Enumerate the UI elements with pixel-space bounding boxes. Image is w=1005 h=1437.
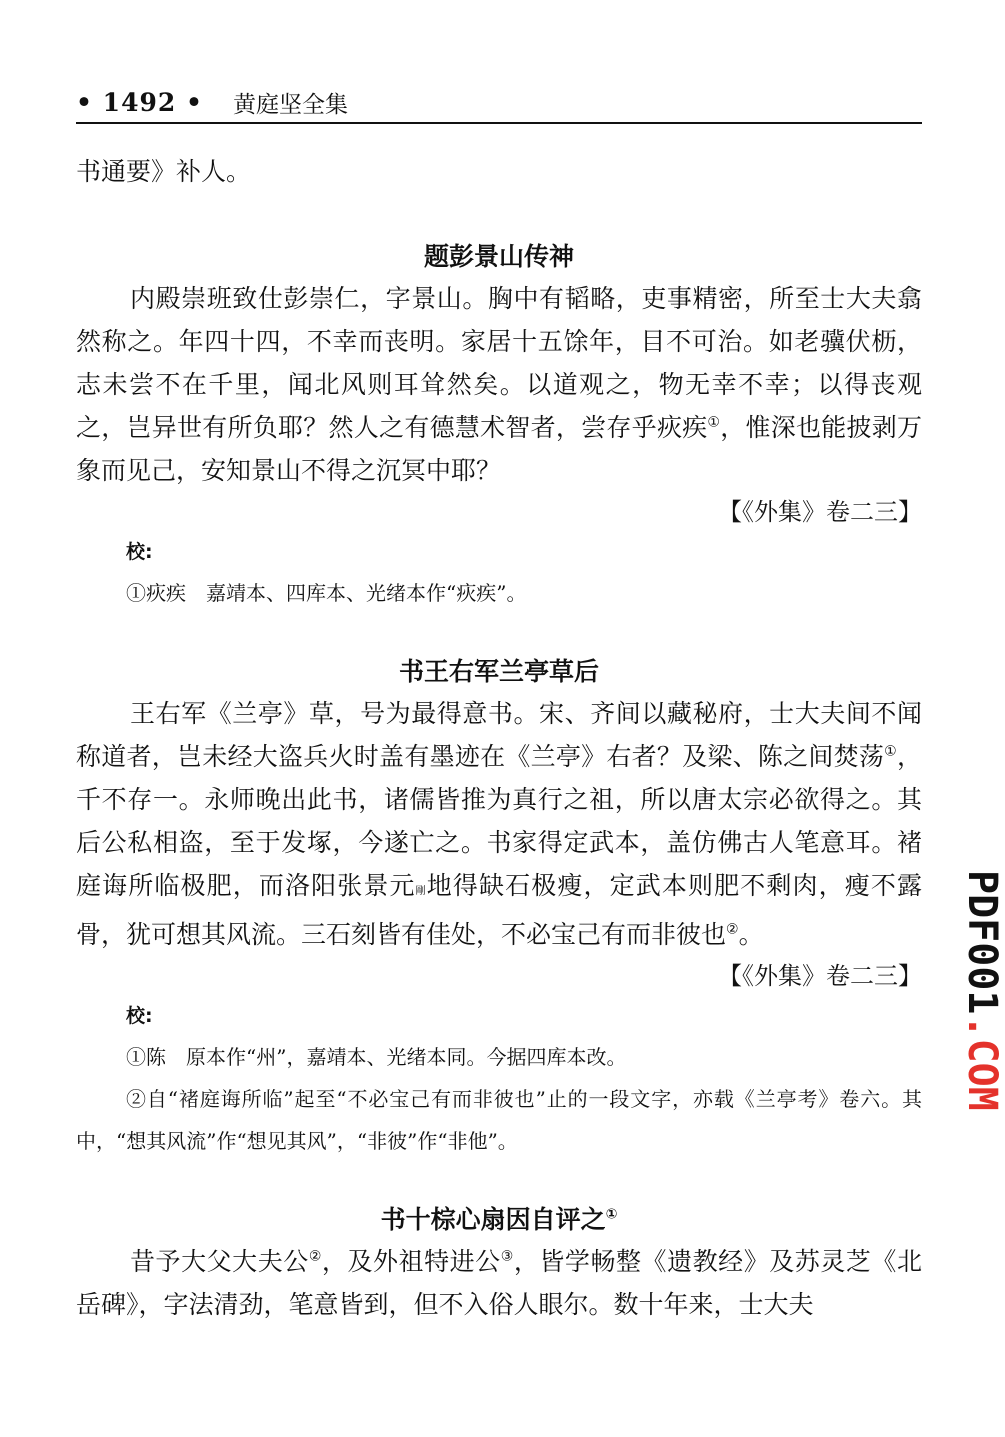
source-citation: 【《外集》卷二三】 bbox=[718, 962, 922, 990]
page-body bbox=[76, 150, 922, 1326]
section-palm-fan bbox=[76, 1200, 922, 1326]
book-title: 黄庭坚全集 bbox=[232, 91, 348, 118]
body-paragraph: 王右军《兰亭》草，号为最得意书。宋、齐间以藏秘府，士大夫间不闻称道者，岂未经大盗兵火时盖有墨迹在《兰亭》右者？及梁、陈之间焚荡①，千不存一。永师晚出此书，诸儒皆推为真行之祖，所以唐太宗必欲得之。其后公私相盗，至于发塚，今遂亡之。书家得定武本，盖仿佛古人笔意耳。褚庭诲所临极肥，而洛阳张景元剛地得缺石极瘦，定武本则肥不剩肉，瘦不露骨，犹可想其风流。三石刻皆有佳处，不必宝己有而非彼也②。 bbox=[76, 699, 922, 949]
note-item: ①陈 原本作“州”，嘉靖本、光绪本同。今据四库本改。 bbox=[126, 1045, 627, 1069]
footnote-marker: ① bbox=[884, 743, 897, 760]
site-watermark: PDF001.COM bbox=[959, 870, 1005, 1111]
section-peng-jingshan bbox=[76, 237, 922, 614]
section-title: 题彭景山传神 bbox=[423, 242, 574, 271]
notes-label: 校: bbox=[126, 541, 153, 563]
source-citation: 【《外集》卷二三】 bbox=[718, 498, 922, 526]
note-item: ②自“褚庭诲所临”起至“不必宝己有而非彼也”止的一段文字，亦载《兰亭考》卷六。其中，“想其风流”作“想见其风”，“非彼”作“非他”。 bbox=[76, 1087, 922, 1153]
footnote-marker: ② bbox=[308, 1248, 322, 1265]
section-title: 书十棕心扇因自评之① bbox=[380, 1205, 618, 1234]
footnote-marker: ② bbox=[726, 921, 739, 938]
footnote-marker: ③ bbox=[500, 1248, 514, 1265]
page-number: • 1492 • bbox=[76, 87, 203, 117]
section-title: 书王右军兰亭草后 bbox=[398, 657, 599, 686]
page-header bbox=[76, 82, 922, 124]
body-paragraph: 昔予大父大夫公②，及外祖特进公③，皆学畅整《遗教经》及苏灵芝《北岳碑》，字法清劲，笔意皆到，但不入俗人眼尔。数十年来，士大夫 bbox=[76, 1247, 922, 1319]
footnote-marker: ① bbox=[707, 414, 721, 431]
notes-label: 校: bbox=[126, 1005, 153, 1027]
note-item: ①疢疾 嘉靖本、四库本、光绪本作“疢疾”。 bbox=[126, 581, 527, 605]
small-character: 剛 bbox=[415, 886, 427, 897]
footnote-marker: ① bbox=[605, 1206, 618, 1223]
carry-over-text: 书通要》补人。 bbox=[76, 157, 252, 186]
body-paragraph: 内殿崇班致仕彭崇仁，字景山。胸中有韬略，吏事精密，所至士大夫翕然称之。年四十四，不幸而丧明。家居十五馀年，目不可治。如老骥伏枥，志未尝不在千里，闻北风则耳耸然矣。以道观之，物无幸不幸；以得丧观之，岂异世有所负耶？然人之有德慧术智者，尝存乎疢疾①，惟深也能披剥万象而见己，安知景山不得之沉冥中耶？ bbox=[76, 284, 922, 485]
section-lanting bbox=[76, 652, 922, 1162]
